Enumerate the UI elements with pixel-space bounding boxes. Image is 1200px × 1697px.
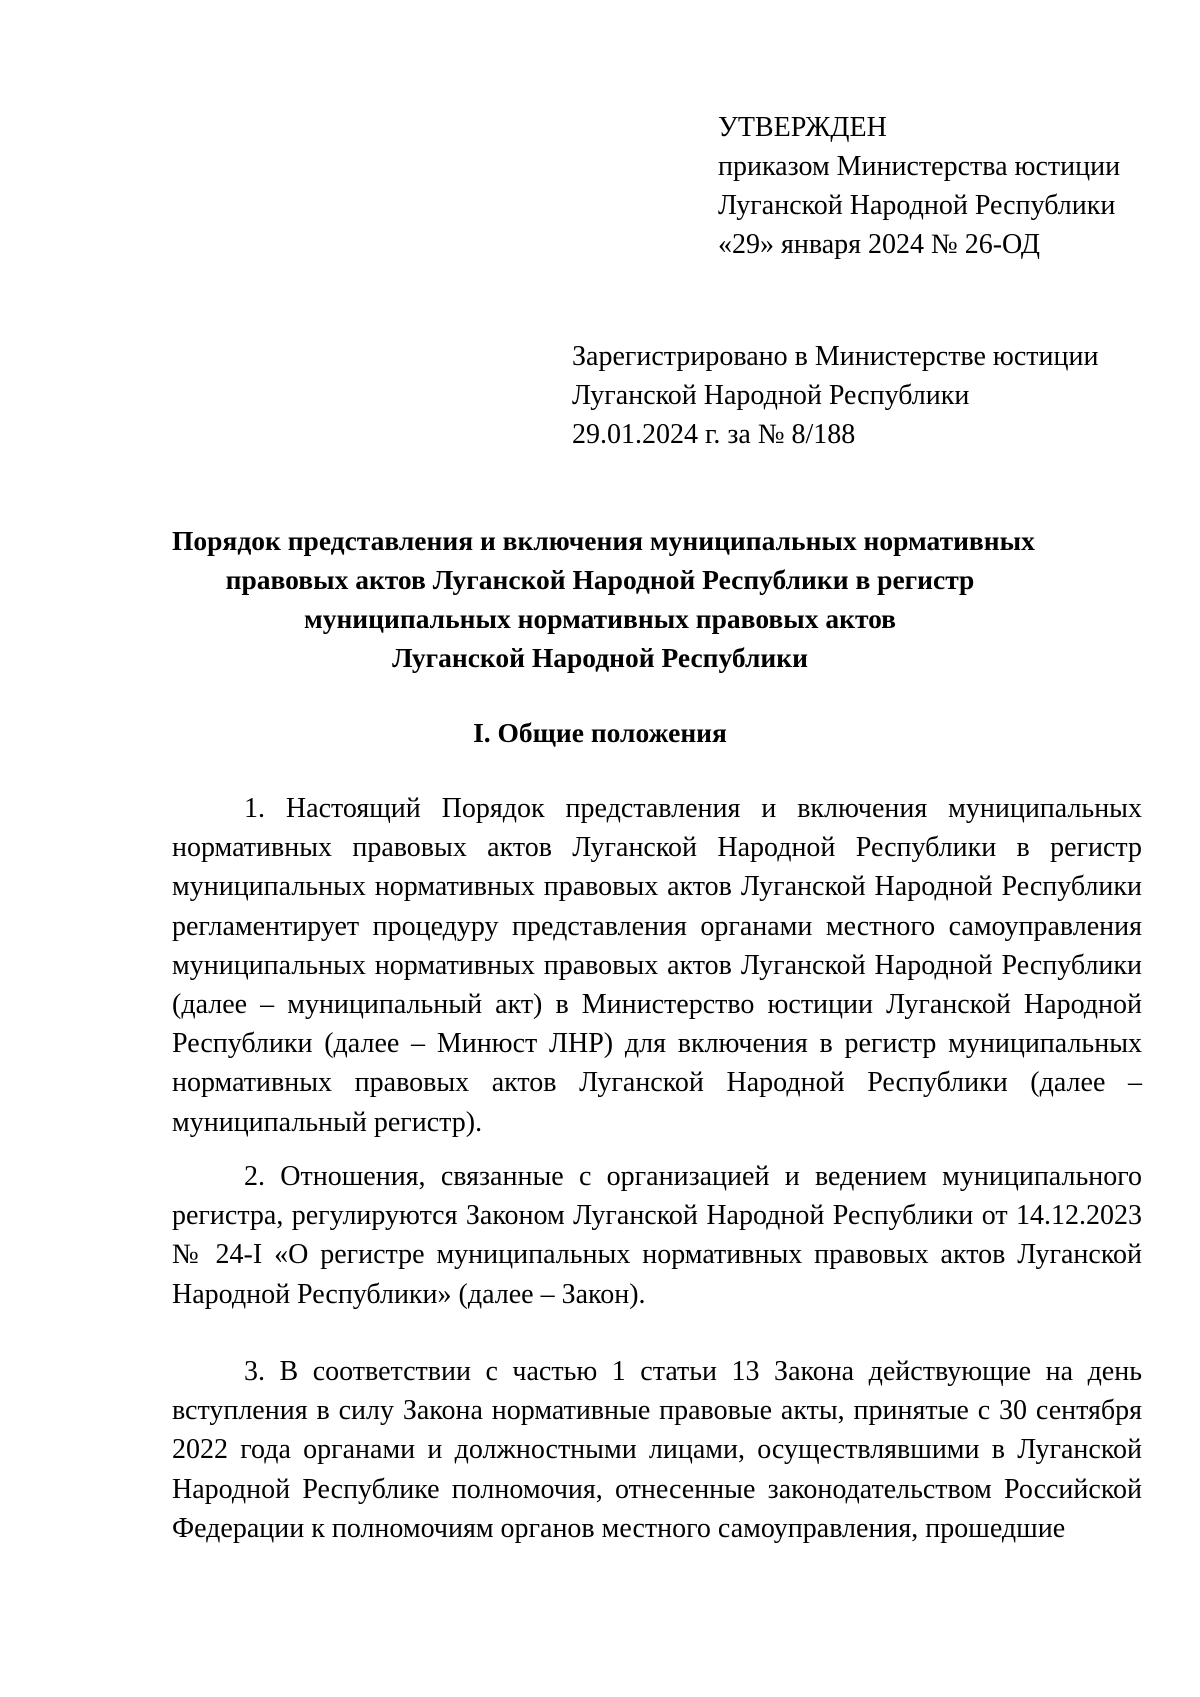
- registration-note: [572, 337, 1098, 454]
- registration-line-3: 29.01.2024 г. за № 8/188: [572, 419, 856, 450]
- registration-line-1: Зарегистрировано в Министерстве юстиции: [572, 341, 1099, 372]
- paragraph-1: 1. Настоящий Порядок представления и включения муниципальных нормативных правовых актов Луганской Народной Республики в регистр муниципальных нормативных правовых актов Луганской Народной Республики регламентирует процедуру представления органами местного самоуправления муниципальных нормативных правовых актов Луганской Народной Республики (далее – муниципальный акт) в Министерство юстиции Луганской Народной Республики (далее – Минюст ЛНР) для включения в регистр муниципальных нормативных правовых актов Луганской Народной Республики (далее – муниципальный регистр).: [172, 793, 1142, 1138]
- paragraph-2: 2. Отношения, связанные с организацией и ведением муниципального регистра, регулируются Законом Луганской Народной Республики от 14.12.2023 № 24-I «О регистре муниципальных нормативных правовых актов Луганской Народной Республики» (далее – Закон).: [172, 1161, 1142, 1310]
- approval-order-line: приказом Министерства юстиции: [718, 151, 1121, 182]
- document-title-line-4: Луганской Народной Республики: [392, 642, 808, 673]
- approval-status: УТВЕРЖДЕН: [718, 112, 887, 143]
- approval-authority-line: Луганской Народной Республики: [718, 190, 1116, 221]
- document-title-line-3: муниципальных нормативных правовых актов: [303, 603, 897, 634]
- document-title-line-2: правовых актов Луганской Народной Республики в регистр: [225, 564, 975, 595]
- approval-stamp: [718, 108, 1120, 264]
- registration-line-2: Луганской Народной Республики: [572, 380, 970, 411]
- document-title-line-1: Порядок представления и включения муниципальных нормативных: [172, 525, 1035, 556]
- document-title: [172, 521, 1035, 677]
- paragraph-3: 3. В соответствии с частью 1 статьи 13 Закона действующие на день вступления в силу Закона нормативные правовые акты, принятые с 30 сентября 2022 года органами и должностными лицами, осуществлявшими в Луганской Народной Республике полномочия, отнесенные законодательством Российской Федерации к полномочиям органов местного самоуправления, прошедшие: [172, 1356, 1142, 1544]
- approval-date-line: «29» января 2024 № 26-ОД: [718, 229, 1040, 260]
- section-heading: I. Общие положения: [473, 717, 727, 748]
